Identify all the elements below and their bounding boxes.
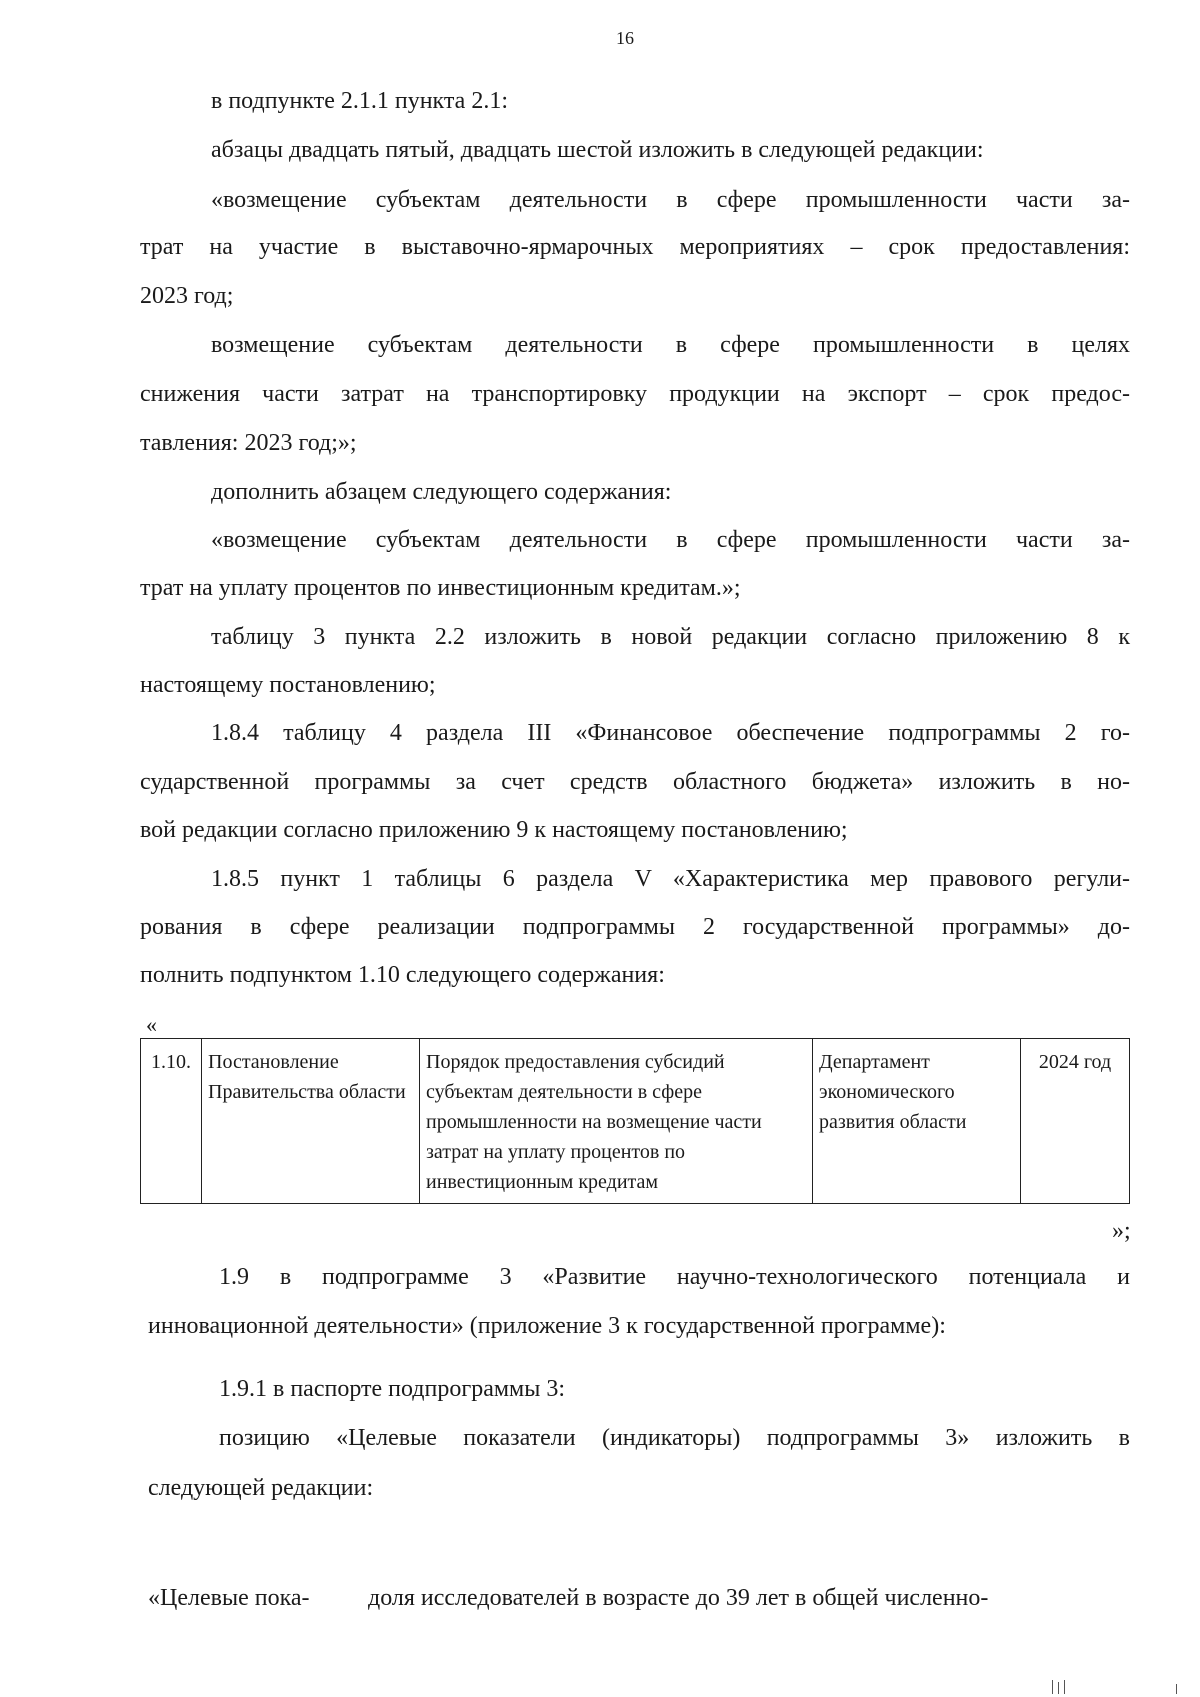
paragraph-line: «возмещение субъектам деятельности в сфере промышленности части за- [211, 527, 1130, 553]
paragraph-line: трат на уплату процентов по инвестиционным кредитам.»; [140, 575, 741, 601]
paragraph-line: 1.9.1 в паспорте подпрограммы 3: [219, 1376, 566, 1402]
executor-cell: Департамент экономического развития области [813, 1039, 1021, 1204]
paragraph-line: 2023 год; [140, 283, 234, 309]
page-number: 16 [616, 28, 634, 48]
paragraph-line: позицию «Целевые показатели (индикаторы) подпрограммы 3» изложить в [219, 1425, 1130, 1451]
paragraph-line: 1.8.5 пункт 1 таблицы 6 раздела V «Характеристика мер правового регули- [211, 866, 1130, 892]
paragraph-line: инновационной деятельности» (приложение 3 к государственной программе): [148, 1313, 946, 1339]
table-close-quote: »; [1112, 1218, 1131, 1244]
row-number-cell: 1.10. [141, 1039, 202, 1204]
document-type-cell: Постановление Правительства области [202, 1039, 420, 1204]
paragraph-line: тавления: 2023 год;»; [140, 430, 357, 456]
paragraph-line: в подпункте 2.1.1 пункта 2.1: [211, 88, 508, 114]
paragraph-line: «возмещение субъектам деятельности в сфере промышленности части за- [211, 187, 1130, 213]
paragraph-line: абзацы двадцать пятый, двадцать шестой изложить в следующей редакции: [211, 137, 984, 163]
measures-table [140, 1038, 1130, 1204]
paragraph-line: трат на участие в выставочно-ярмарочных мероприятиях – срок предоставления: [140, 234, 1130, 260]
paragraph-line: вой редакции согласно приложению 9 к настоящему постановлению; [140, 817, 848, 843]
table-open-quote: « [146, 1012, 157, 1037]
paragraph-line: сударственной программы за счет средств областного бюджета» изложить в но- [140, 769, 1130, 795]
passport-row-value: доля исследователей в возрасте до 39 лет в общей численно- [368, 1585, 989, 1611]
paragraph-line: рования в сфере реализации подпрограммы 2 государственной программы» до- [140, 914, 1130, 940]
passport-row-label: «Целевые пока- [148, 1585, 310, 1611]
paragraph-line: следующей редакции: [148, 1475, 374, 1501]
paragraph-line: 1.8.4 таблицу 4 раздела III «Финансовое обеспечение подпрограммы 2 го- [211, 720, 1130, 746]
paragraph-line: снижения части затрат на транспортировку продукции на экспорт – срок предос- [140, 381, 1130, 407]
year-cell: 2024 год [1021, 1039, 1130, 1204]
document-title-cell: Порядок предоставления субсидий субъектам деятельности в сфере промышленности на возмещение части затрат на уплату процентов по инвестиционным кредитам [420, 1039, 813, 1204]
paragraph-line: настоящему постановлению; [140, 672, 436, 698]
paragraph-line: таблицу 3 пункта 2.2 изложить в новой редакции согласно приложению 8 к [211, 624, 1130, 650]
table-row [141, 1039, 1130, 1204]
paragraph-line: возмещение субъектам деятельности в сфере промышленности в целях [211, 332, 1130, 358]
paragraph-line: полнить подпунктом 1.10 следующего содержания: [140, 962, 665, 988]
paragraph-line: 1.9 в подпрограмме 3 «Развитие научно-технологического потенциала и [219, 1264, 1130, 1290]
paragraph-line: дополнить абзацем следующего содержания: [211, 479, 672, 505]
